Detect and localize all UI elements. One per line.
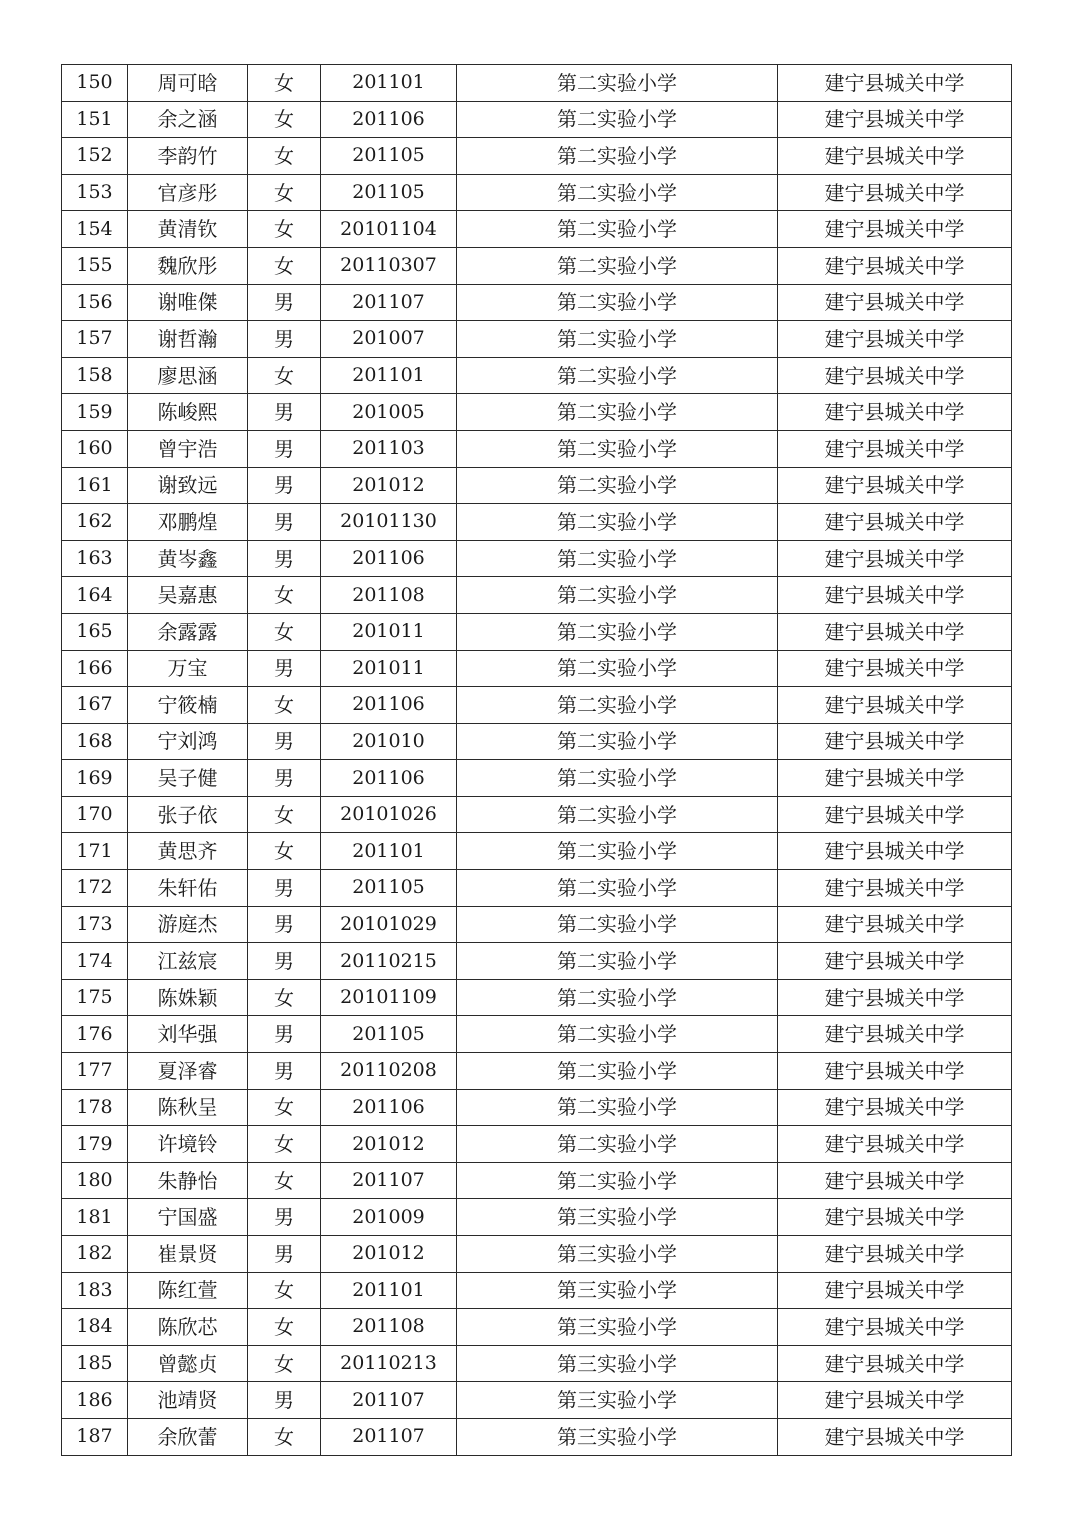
serial-number-cell: 179 bbox=[62, 1126, 128, 1163]
primary-school-cell: 第二实验小学 bbox=[457, 870, 778, 907]
table-row bbox=[62, 1236, 1012, 1273]
birth-date-cell: 201107 bbox=[321, 1162, 457, 1199]
middle-school-cell: 建宁县城关中学 bbox=[778, 138, 1012, 175]
primary-school-cell: 第三实验小学 bbox=[457, 1309, 778, 1346]
serial-number-cell: 161 bbox=[62, 467, 128, 504]
name-cell: 余露露 bbox=[128, 613, 248, 650]
gender-cell: 女 bbox=[248, 1126, 321, 1163]
table-row bbox=[62, 833, 1012, 870]
gender-cell: 女 bbox=[248, 833, 321, 870]
middle-school-cell: 建宁县城关中学 bbox=[778, 943, 1012, 980]
birth-date-cell: 201105 bbox=[321, 174, 457, 211]
name-cell: 万宝 bbox=[128, 650, 248, 687]
primary-school-cell: 第二实验小学 bbox=[457, 796, 778, 833]
gender-cell: 女 bbox=[248, 211, 321, 248]
middle-school-cell: 建宁县城关中学 bbox=[778, 1089, 1012, 1126]
birth-date-cell: 20101104 bbox=[321, 211, 457, 248]
table-row bbox=[62, 1053, 1012, 1090]
gender-cell: 男 bbox=[248, 321, 321, 358]
gender-cell: 女 bbox=[248, 1418, 321, 1455]
primary-school-cell: 第三实验小学 bbox=[457, 1418, 778, 1455]
birth-date-cell: 20101130 bbox=[321, 504, 457, 541]
birth-date-cell: 201103 bbox=[321, 430, 457, 467]
primary-school-cell: 第二实验小学 bbox=[457, 760, 778, 797]
primary-school-cell: 第二实验小学 bbox=[457, 284, 778, 321]
primary-school-cell: 第二实验小学 bbox=[457, 138, 778, 175]
serial-number-cell: 150 bbox=[62, 65, 128, 102]
gender-cell: 女 bbox=[248, 687, 321, 724]
serial-number-cell: 182 bbox=[62, 1236, 128, 1273]
name-cell: 曾宇浩 bbox=[128, 430, 248, 467]
birth-date-cell: 201011 bbox=[321, 613, 457, 650]
gender-cell: 男 bbox=[248, 284, 321, 321]
name-cell: 余欣蕾 bbox=[128, 1418, 248, 1455]
table-row bbox=[62, 1309, 1012, 1346]
middle-school-cell: 建宁县城关中学 bbox=[778, 504, 1012, 541]
gender-cell: 男 bbox=[248, 540, 321, 577]
serial-number-cell: 180 bbox=[62, 1162, 128, 1199]
gender-cell: 女 bbox=[248, 174, 321, 211]
table-row bbox=[62, 870, 1012, 907]
birth-date-cell: 20101109 bbox=[321, 979, 457, 1016]
table-row bbox=[62, 211, 1012, 248]
name-cell: 陈峻熙 bbox=[128, 394, 248, 431]
middle-school-cell: 建宁县城关中学 bbox=[778, 1382, 1012, 1419]
table-row bbox=[62, 540, 1012, 577]
primary-school-cell: 第二实验小学 bbox=[457, 833, 778, 870]
serial-number-cell: 164 bbox=[62, 577, 128, 614]
middle-school-cell: 建宁县城关中学 bbox=[778, 650, 1012, 687]
table-row bbox=[62, 1162, 1012, 1199]
name-cell: 夏泽睿 bbox=[128, 1053, 248, 1090]
birth-date-cell: 201005 bbox=[321, 394, 457, 431]
name-cell: 许境铃 bbox=[128, 1126, 248, 1163]
table-row bbox=[62, 906, 1012, 943]
table-row bbox=[62, 1089, 1012, 1126]
gender-cell: 男 bbox=[248, 870, 321, 907]
primary-school-cell: 第二实验小学 bbox=[457, 430, 778, 467]
birth-date-cell: 201105 bbox=[321, 138, 457, 175]
gender-cell: 男 bbox=[248, 760, 321, 797]
primary-school-cell: 第二实验小学 bbox=[457, 540, 778, 577]
gender-cell: 女 bbox=[248, 1345, 321, 1382]
primary-school-cell: 第二实验小学 bbox=[457, 723, 778, 760]
birth-date-cell: 20110213 bbox=[321, 1345, 457, 1382]
gender-cell: 女 bbox=[248, 247, 321, 284]
primary-school-cell: 第二实验小学 bbox=[457, 247, 778, 284]
table-row bbox=[62, 796, 1012, 833]
birth-date-cell: 20110307 bbox=[321, 247, 457, 284]
primary-school-cell: 第二实验小学 bbox=[457, 467, 778, 504]
middle-school-cell: 建宁县城关中学 bbox=[778, 540, 1012, 577]
gender-cell: 男 bbox=[248, 1236, 321, 1273]
table-row bbox=[62, 138, 1012, 175]
serial-number-cell: 183 bbox=[62, 1272, 128, 1309]
primary-school-cell: 第二实验小学 bbox=[457, 1016, 778, 1053]
table-row bbox=[62, 357, 1012, 394]
serial-number-cell: 162 bbox=[62, 504, 128, 541]
table-row bbox=[62, 394, 1012, 431]
primary-school-cell: 第二实验小学 bbox=[457, 943, 778, 980]
name-cell: 谢唯傑 bbox=[128, 284, 248, 321]
primary-school-cell: 第二实验小学 bbox=[457, 65, 778, 102]
name-cell: 黄清钦 bbox=[128, 211, 248, 248]
serial-number-cell: 173 bbox=[62, 906, 128, 943]
primary-school-cell: 第二实验小学 bbox=[457, 504, 778, 541]
serial-number-cell: 176 bbox=[62, 1016, 128, 1053]
primary-school-cell: 第三实验小学 bbox=[457, 1345, 778, 1382]
middle-school-cell: 建宁县城关中学 bbox=[778, 1272, 1012, 1309]
table-row bbox=[62, 1382, 1012, 1419]
name-cell: 刘华强 bbox=[128, 1016, 248, 1053]
table-row bbox=[62, 687, 1012, 724]
table-row bbox=[62, 760, 1012, 797]
birth-date-cell: 20101026 bbox=[321, 796, 457, 833]
primary-school-cell: 第二实验小学 bbox=[457, 650, 778, 687]
gender-cell: 女 bbox=[248, 1089, 321, 1126]
gender-cell: 男 bbox=[248, 943, 321, 980]
middle-school-cell: 建宁县城关中学 bbox=[778, 979, 1012, 1016]
serial-number-cell: 172 bbox=[62, 870, 128, 907]
gender-cell: 女 bbox=[248, 577, 321, 614]
primary-school-cell: 第二实验小学 bbox=[457, 174, 778, 211]
birth-date-cell: 201010 bbox=[321, 723, 457, 760]
middle-school-cell: 建宁县城关中学 bbox=[778, 65, 1012, 102]
primary-school-cell: 第三实验小学 bbox=[457, 1382, 778, 1419]
serial-number-cell: 186 bbox=[62, 1382, 128, 1419]
serial-number-cell: 156 bbox=[62, 284, 128, 321]
name-cell: 谢致远 bbox=[128, 467, 248, 504]
gender-cell: 女 bbox=[248, 101, 321, 138]
name-cell: 官彦彤 bbox=[128, 174, 248, 211]
middle-school-cell: 建宁县城关中学 bbox=[778, 430, 1012, 467]
gender-cell: 男 bbox=[248, 1053, 321, 1090]
middle-school-cell: 建宁县城关中学 bbox=[778, 284, 1012, 321]
middle-school-cell: 建宁县城关中学 bbox=[778, 1199, 1012, 1236]
serial-number-cell: 168 bbox=[62, 723, 128, 760]
serial-number-cell: 159 bbox=[62, 394, 128, 431]
table-row bbox=[62, 101, 1012, 138]
middle-school-cell: 建宁县城关中学 bbox=[778, 357, 1012, 394]
table-row bbox=[62, 1199, 1012, 1236]
primary-school-cell: 第二实验小学 bbox=[457, 1126, 778, 1163]
name-cell: 余之涵 bbox=[128, 101, 248, 138]
serial-number-cell: 153 bbox=[62, 174, 128, 211]
birth-date-cell: 201007 bbox=[321, 321, 457, 358]
birth-date-cell: 201105 bbox=[321, 870, 457, 907]
gender-cell: 女 bbox=[248, 357, 321, 394]
birth-date-cell: 201101 bbox=[321, 357, 457, 394]
name-cell: 吴嘉惠 bbox=[128, 577, 248, 614]
name-cell: 朱静怡 bbox=[128, 1162, 248, 1199]
birth-date-cell: 201011 bbox=[321, 650, 457, 687]
serial-number-cell: 160 bbox=[62, 430, 128, 467]
gender-cell: 男 bbox=[248, 723, 321, 760]
middle-school-cell: 建宁县城关中学 bbox=[778, 101, 1012, 138]
middle-school-cell: 建宁县城关中学 bbox=[778, 833, 1012, 870]
primary-school-cell: 第二实验小学 bbox=[457, 394, 778, 431]
serial-number-cell: 163 bbox=[62, 540, 128, 577]
name-cell: 崔景贤 bbox=[128, 1236, 248, 1273]
middle-school-cell: 建宁县城关中学 bbox=[778, 1345, 1012, 1382]
serial-number-cell: 157 bbox=[62, 321, 128, 358]
birth-date-cell: 201106 bbox=[321, 1089, 457, 1126]
name-cell: 吴子健 bbox=[128, 760, 248, 797]
middle-school-cell: 建宁县城关中学 bbox=[778, 1053, 1012, 1090]
middle-school-cell: 建宁县城关中学 bbox=[778, 247, 1012, 284]
table-row bbox=[62, 430, 1012, 467]
gender-cell: 女 bbox=[248, 979, 321, 1016]
serial-number-cell: 151 bbox=[62, 101, 128, 138]
primary-school-cell: 第二实验小学 bbox=[457, 101, 778, 138]
middle-school-cell: 建宁县城关中学 bbox=[778, 1418, 1012, 1455]
name-cell: 李韵竹 bbox=[128, 138, 248, 175]
middle-school-cell: 建宁县城关中学 bbox=[778, 723, 1012, 760]
name-cell: 宁筱楠 bbox=[128, 687, 248, 724]
name-cell: 陈姝颖 bbox=[128, 979, 248, 1016]
table-body bbox=[62, 65, 1012, 1456]
name-cell: 游庭杰 bbox=[128, 906, 248, 943]
birth-date-cell: 201108 bbox=[321, 1309, 457, 1346]
birth-date-cell: 201101 bbox=[321, 833, 457, 870]
primary-school-cell: 第二实验小学 bbox=[457, 687, 778, 724]
serial-number-cell: 152 bbox=[62, 138, 128, 175]
name-cell: 江兹宸 bbox=[128, 943, 248, 980]
primary-school-cell: 第三实验小学 bbox=[457, 1272, 778, 1309]
gender-cell: 女 bbox=[248, 1162, 321, 1199]
primary-school-cell: 第二实验小学 bbox=[457, 1053, 778, 1090]
gender-cell: 女 bbox=[248, 1272, 321, 1309]
gender-cell: 女 bbox=[248, 613, 321, 650]
birth-date-cell: 201105 bbox=[321, 1016, 457, 1053]
serial-number-cell: 170 bbox=[62, 796, 128, 833]
name-cell: 魏欣彤 bbox=[128, 247, 248, 284]
middle-school-cell: 建宁县城关中学 bbox=[778, 321, 1012, 358]
gender-cell: 女 bbox=[248, 65, 321, 102]
serial-number-cell: 155 bbox=[62, 247, 128, 284]
middle-school-cell: 建宁县城关中学 bbox=[778, 796, 1012, 833]
middle-school-cell: 建宁县城关中学 bbox=[778, 1126, 1012, 1163]
middle-school-cell: 建宁县城关中学 bbox=[778, 467, 1012, 504]
birth-date-cell: 201108 bbox=[321, 577, 457, 614]
serial-number-cell: 169 bbox=[62, 760, 128, 797]
birth-date-cell: 201101 bbox=[321, 65, 457, 102]
gender-cell: 男 bbox=[248, 1199, 321, 1236]
middle-school-cell: 建宁县城关中学 bbox=[778, 1309, 1012, 1346]
primary-school-cell: 第三实验小学 bbox=[457, 1199, 778, 1236]
middle-school-cell: 建宁县城关中学 bbox=[778, 613, 1012, 650]
name-cell: 宁国盛 bbox=[128, 1199, 248, 1236]
name-cell: 黄岑鑫 bbox=[128, 540, 248, 577]
table-row bbox=[62, 1016, 1012, 1053]
birth-date-cell: 201012 bbox=[321, 1236, 457, 1273]
birth-date-cell: 20110208 bbox=[321, 1053, 457, 1090]
middle-school-cell: 建宁县城关中学 bbox=[778, 906, 1012, 943]
name-cell: 陈欣芯 bbox=[128, 1309, 248, 1346]
middle-school-cell: 建宁县城关中学 bbox=[778, 174, 1012, 211]
gender-cell: 男 bbox=[248, 504, 321, 541]
table-row bbox=[62, 1272, 1012, 1309]
name-cell: 朱轩佑 bbox=[128, 870, 248, 907]
name-cell: 黄思齐 bbox=[128, 833, 248, 870]
table-row bbox=[62, 65, 1012, 102]
primary-school-cell: 第二实验小学 bbox=[457, 211, 778, 248]
birth-date-cell: 201012 bbox=[321, 1126, 457, 1163]
gender-cell: 男 bbox=[248, 430, 321, 467]
serial-number-cell: 175 bbox=[62, 979, 128, 1016]
table-row bbox=[62, 1126, 1012, 1163]
table-row bbox=[62, 943, 1012, 980]
serial-number-cell: 185 bbox=[62, 1345, 128, 1382]
table-row bbox=[62, 284, 1012, 321]
name-cell: 陈秋呈 bbox=[128, 1089, 248, 1126]
middle-school-cell: 建宁县城关中学 bbox=[778, 1236, 1012, 1273]
name-cell: 邓鹏煌 bbox=[128, 504, 248, 541]
primary-school-cell: 第二实验小学 bbox=[457, 613, 778, 650]
primary-school-cell: 第二实验小学 bbox=[457, 1089, 778, 1126]
serial-number-cell: 184 bbox=[62, 1309, 128, 1346]
birth-date-cell: 20101029 bbox=[321, 906, 457, 943]
table-row bbox=[62, 613, 1012, 650]
name-cell: 张子依 bbox=[128, 796, 248, 833]
name-cell: 谢哲瀚 bbox=[128, 321, 248, 358]
birth-date-cell: 201106 bbox=[321, 687, 457, 724]
serial-number-cell: 174 bbox=[62, 943, 128, 980]
table-row bbox=[62, 467, 1012, 504]
gender-cell: 男 bbox=[248, 394, 321, 431]
gender-cell: 女 bbox=[248, 138, 321, 175]
name-cell: 陈红萱 bbox=[128, 1272, 248, 1309]
serial-number-cell: 177 bbox=[62, 1053, 128, 1090]
birth-date-cell: 20110215 bbox=[321, 943, 457, 980]
middle-school-cell: 建宁县城关中学 bbox=[778, 687, 1012, 724]
name-cell: 宁刘鸿 bbox=[128, 723, 248, 760]
serial-number-cell: 178 bbox=[62, 1089, 128, 1126]
serial-number-cell: 154 bbox=[62, 211, 128, 248]
primary-school-cell: 第二实验小学 bbox=[457, 357, 778, 394]
birth-date-cell: 201107 bbox=[321, 284, 457, 321]
name-cell: 廖思涵 bbox=[128, 357, 248, 394]
birth-date-cell: 201101 bbox=[321, 1272, 457, 1309]
middle-school-cell: 建宁县城关中学 bbox=[778, 1162, 1012, 1199]
primary-school-cell: 第三实验小学 bbox=[457, 1236, 778, 1273]
serial-number-cell: 167 bbox=[62, 687, 128, 724]
gender-cell: 男 bbox=[248, 906, 321, 943]
middle-school-cell: 建宁县城关中学 bbox=[778, 870, 1012, 907]
table-row bbox=[62, 723, 1012, 760]
table-row bbox=[62, 979, 1012, 1016]
table-row bbox=[62, 650, 1012, 687]
table-row bbox=[62, 174, 1012, 211]
serial-number-cell: 158 bbox=[62, 357, 128, 394]
primary-school-cell: 第二实验小学 bbox=[457, 1162, 778, 1199]
gender-cell: 男 bbox=[248, 1382, 321, 1419]
name-cell: 池靖贤 bbox=[128, 1382, 248, 1419]
gender-cell: 男 bbox=[248, 467, 321, 504]
middle-school-cell: 建宁县城关中学 bbox=[778, 577, 1012, 614]
birth-date-cell: 201106 bbox=[321, 101, 457, 138]
primary-school-cell: 第二实验小学 bbox=[457, 577, 778, 614]
table-row bbox=[62, 247, 1012, 284]
birth-date-cell: 201106 bbox=[321, 540, 457, 577]
birth-date-cell: 201107 bbox=[321, 1418, 457, 1455]
gender-cell: 女 bbox=[248, 1309, 321, 1346]
student-list-table bbox=[61, 64, 1012, 1456]
table-row bbox=[62, 504, 1012, 541]
table-row bbox=[62, 1345, 1012, 1382]
serial-number-cell: 171 bbox=[62, 833, 128, 870]
gender-cell: 男 bbox=[248, 650, 321, 687]
table-row bbox=[62, 577, 1012, 614]
birth-date-cell: 201107 bbox=[321, 1382, 457, 1419]
table-row bbox=[62, 1418, 1012, 1455]
birth-date-cell: 201009 bbox=[321, 1199, 457, 1236]
middle-school-cell: 建宁县城关中学 bbox=[778, 394, 1012, 431]
name-cell: 周可晗 bbox=[128, 65, 248, 102]
birth-date-cell: 201106 bbox=[321, 760, 457, 797]
gender-cell: 男 bbox=[248, 1016, 321, 1053]
birth-date-cell: 201012 bbox=[321, 467, 457, 504]
serial-number-cell: 166 bbox=[62, 650, 128, 687]
middle-school-cell: 建宁县城关中学 bbox=[778, 760, 1012, 797]
name-cell: 曾懿贞 bbox=[128, 1345, 248, 1382]
primary-school-cell: 第二实验小学 bbox=[457, 906, 778, 943]
primary-school-cell: 第二实验小学 bbox=[457, 979, 778, 1016]
table-row bbox=[62, 321, 1012, 358]
serial-number-cell: 187 bbox=[62, 1418, 128, 1455]
middle-school-cell: 建宁县城关中学 bbox=[778, 1016, 1012, 1053]
primary-school-cell: 第二实验小学 bbox=[457, 321, 778, 358]
middle-school-cell: 建宁县城关中学 bbox=[778, 211, 1012, 248]
serial-number-cell: 165 bbox=[62, 613, 128, 650]
serial-number-cell: 181 bbox=[62, 1199, 128, 1236]
gender-cell: 女 bbox=[248, 796, 321, 833]
